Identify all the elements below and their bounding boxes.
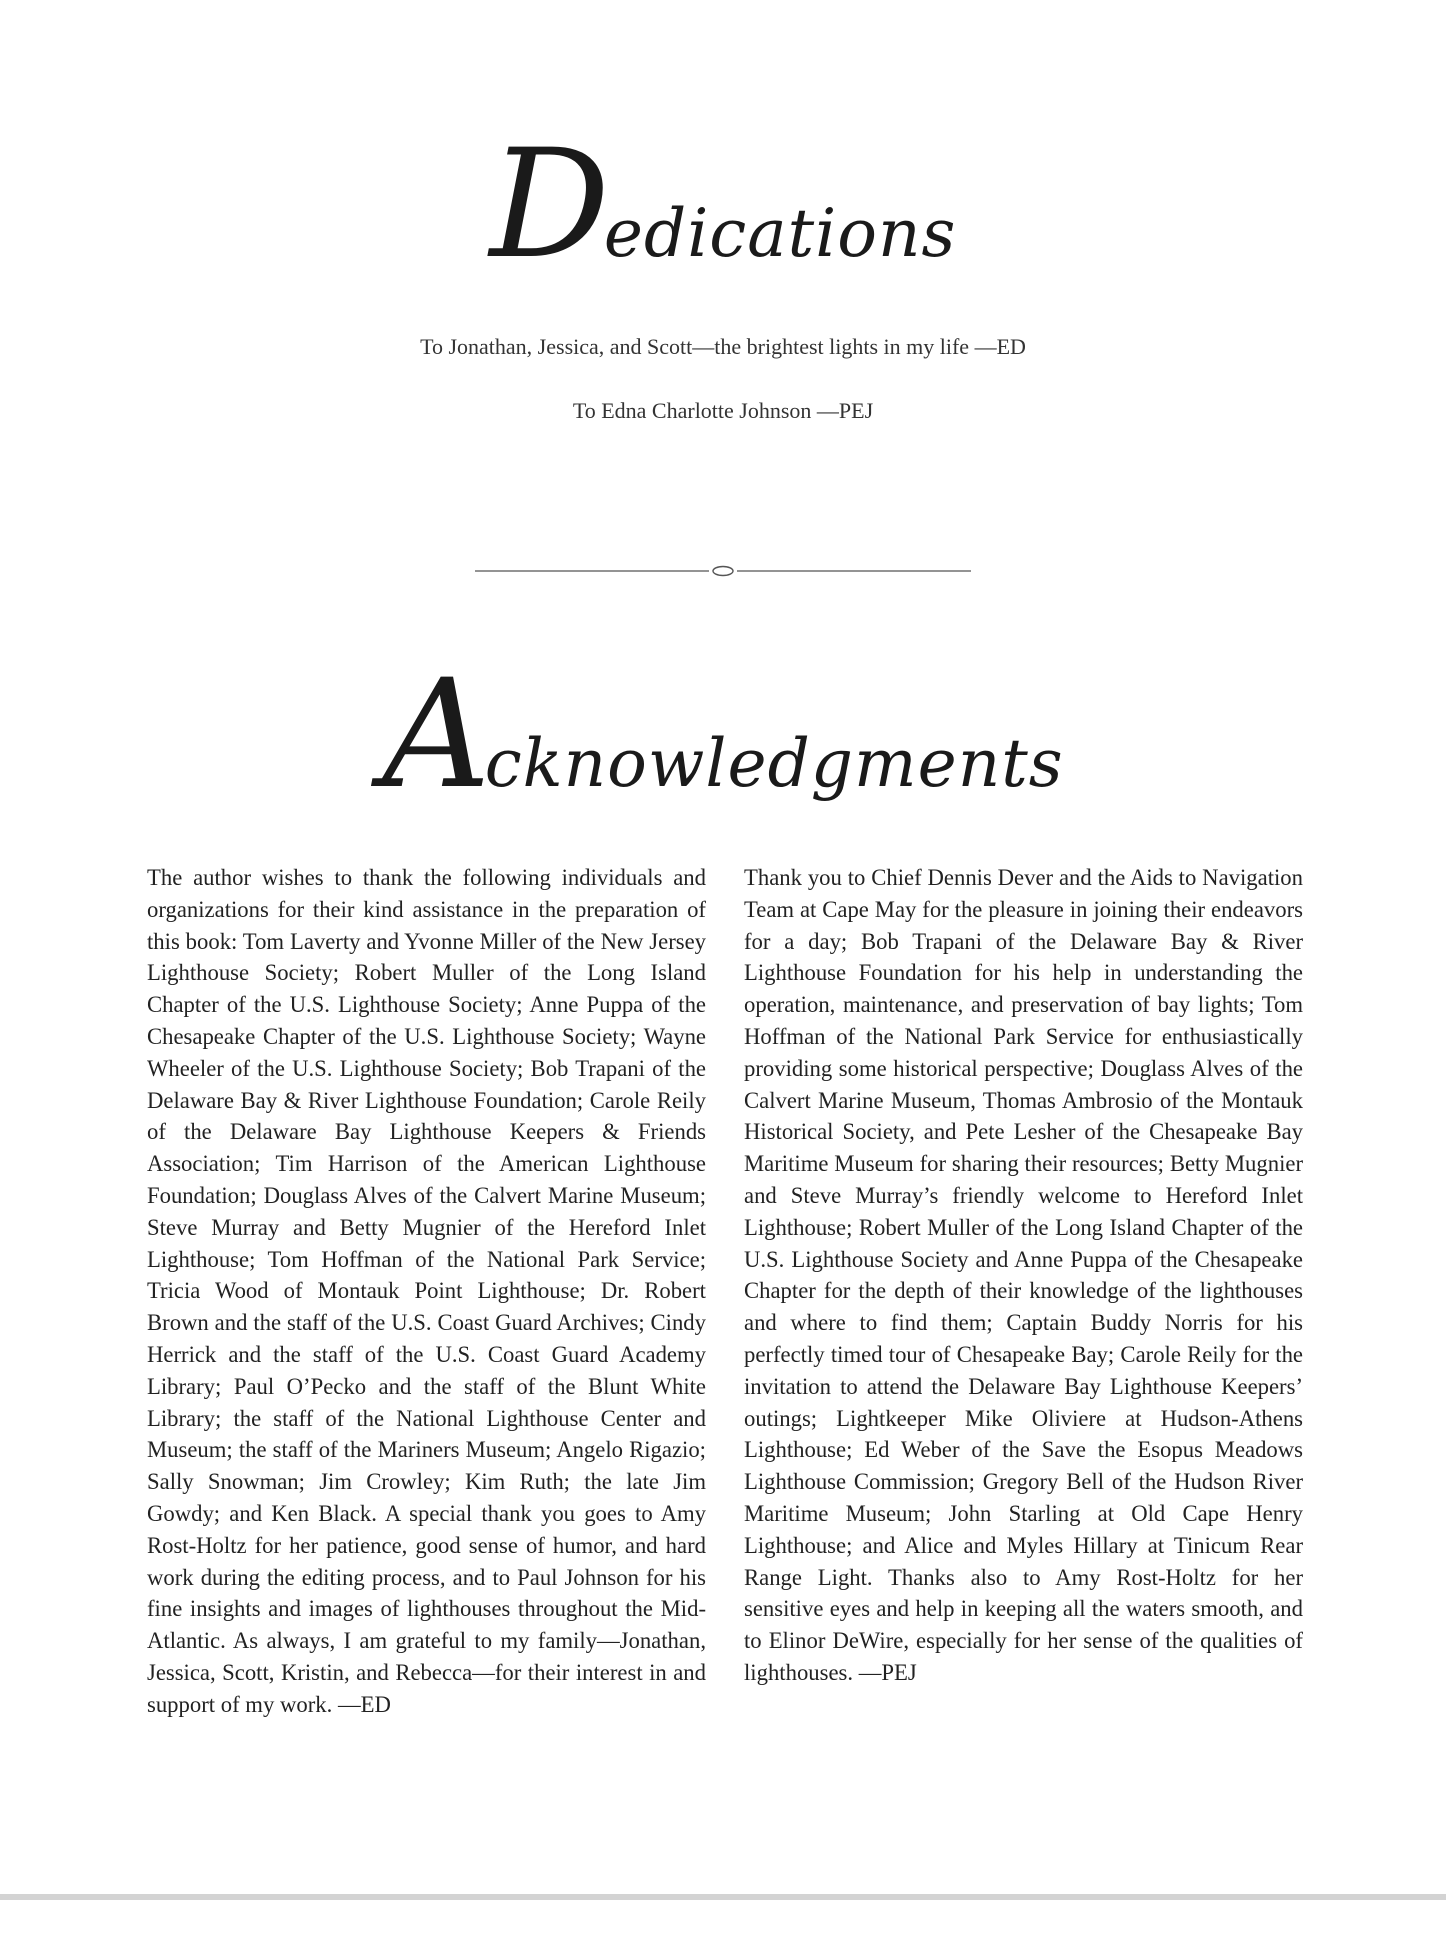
ornamental-divider [475,563,971,579]
dedications-title-initial: D [489,118,604,292]
dedication-line-ed: To Jonathan, Jessica, and Scott—the brightest lights in my life —ED [420,334,1026,359]
acknowledgments-title-initial: A [382,648,485,822]
dedication-line-pej: To Edna Charlotte Johnson —PEJ [572,398,874,423]
acknowledgments-title [0,648,1446,822]
dedications-title [0,118,1446,292]
page-bottom-rule [0,1894,1446,1900]
acknowledgments-left-column: The author wishes to thank the following individuals and organizations for their kind assistance in the preparation of this book: Tom Laverty and Yvonne Miller of the New Jersey Lighthouse Society; Robert Muller of the Long Island Chapter of the U.S. Lighthouse Society; Anne Puppa of the Chesapeake Chapter of the U.S. Lighthouse Society; Wayne Wheeler of the U.S. Lighthouse Society; Bob Trapani of the Delaware Bay & River Lighthouse Foundation; Carole Reily of the Delaware Bay Lighthouse Keepers & Friends Association; Tim Harrison of the American Lighthouse Foundation; Douglass Alves of the Calvert Marine Museum; Steve Murray and Betty Mugnier of the Hereford Inlet Lighthouse; Tom Hoffman of the National Park Service; Tricia Wood of Montauk Point Lighthouse; Dr. Robert Brown and the staff of the U.S. Coast Guard Archives; Cindy Herrick and the staff of the U.S. Coast Guard Academy Library; Paul O’Pecko and the staff of the Blunt White Library; the staff of the National Lighthouse Center and Museum; the staff of the Mariners Museum; Angelo Rigazio; Sally Snowman; Jim Crowley; Kim Ruth; the late Jim Gowdy; and Ken Black. A special thank you goes to Amy Rost-Holtz for her patience, good sense of humor, and hard work during the editing process, and to Paul Johnson for his fine insights and images of lighthouses throughout the Mid-Atlantic. As always, I am grateful to my family—Jonathan, Jessica, Scott, Kristin, and Rebecca—for their interest in and support of my work. —ED [147,865,706,1717]
acknowledgments-title-rest: cknowledgments [484,725,1064,802]
dedications-title-rest: edications [603,195,957,272]
acknowledgments-right-column: Thank you to Chief Dennis Dever and the Aids to Navigation Team at Cape May for the pleasure in joining their endeavors for a day; Bob Trapani of the Delaware Bay & River Lighthouse Foundation for his help in understanding the operation, maintenance, and preservation of bay lights; Tom Hoffman of the National Park Service for enthusiastically providing some historical perspective; Douglass Alves of the Calvert Marine Museum, Thomas Ambrosio of the Montauk Historical Society, and Pete Lesher of the Chesapeake Bay Maritime Museum for sharing their resources; Betty Mugnier and Steve Murray’s friendly welcome to Hereford Inlet Lighthouse; Robert Muller of the Long Island Chapter of the U.S. Lighthouse Society and Anne Puppa of the Chesapeake Chapter for the depth of their knowledge of the lighthouses and where to find them; Captain Buddy Norris for his perfectly timed tour of Chesapeake Bay; Carole Reily for the invitation to attend the Delaware Bay Lighthouse Keepers’ outings; Lightkeeper Mike Oliviere at Hudson-Athens Lighthouse; Ed Weber of the Save the Esopus Meadows Lighthouse Commission; Gregory Bell of the Hudson River Maritime Museum; John Starling at Old Cape Henry Lighthouse; and Alice and Myles Hillary at Tinicum Rear Range Light. Thanks also to Amy Rost-Holtz for her sensitive eyes and help in keeping all the waters smooth, and to Elinor DeWire, especially for her sense of the qualities of lighthouses. —PEJ [744,865,1303,1685]
